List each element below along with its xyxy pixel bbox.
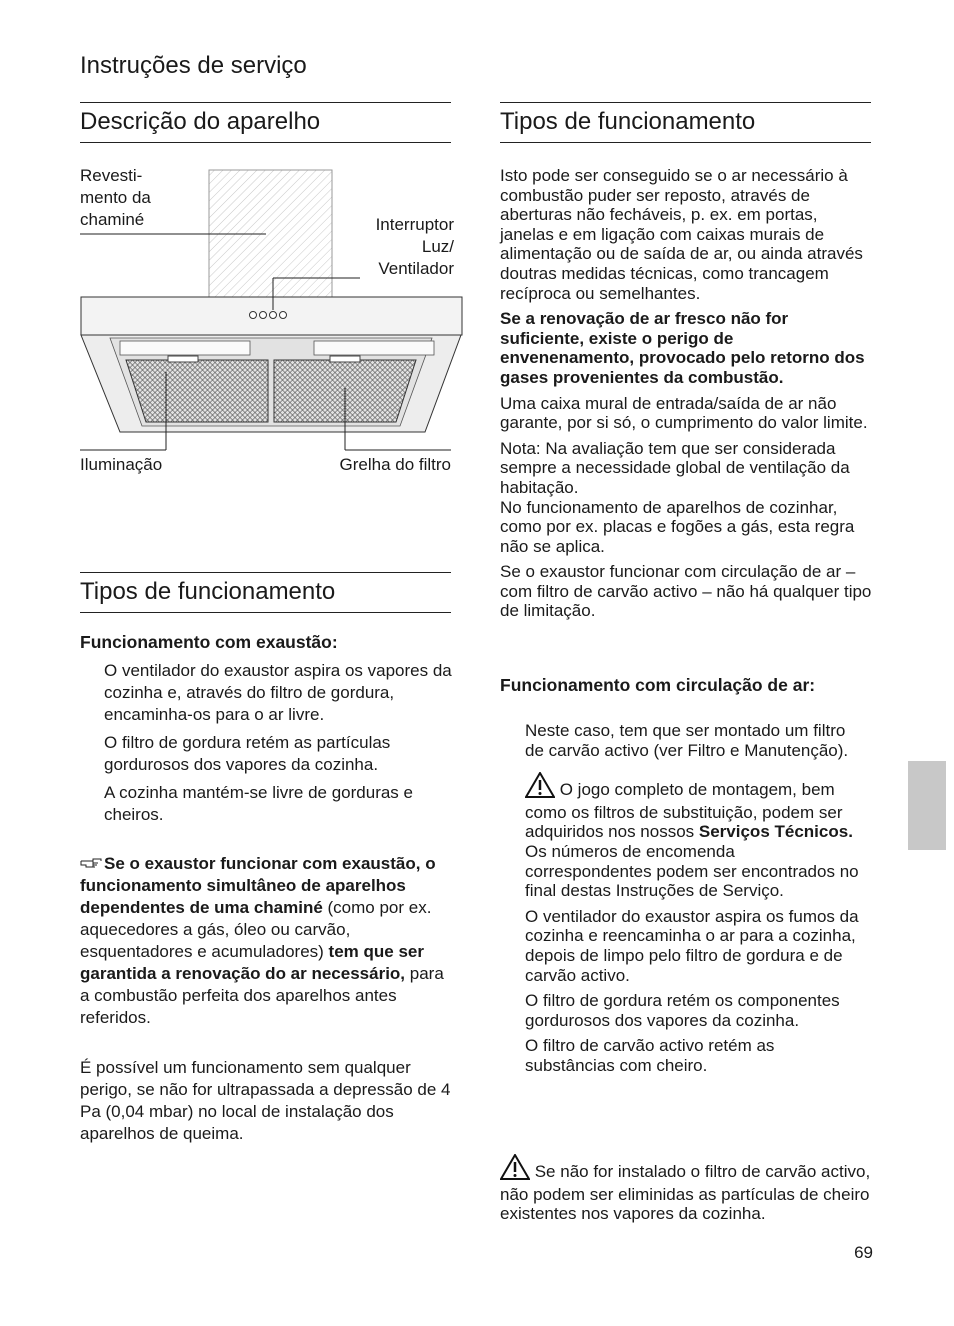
side-tab (908, 761, 946, 850)
page-number: 69 (854, 1243, 873, 1262)
chimney-note-text-2: para a combustão perfeita dos aparelhos antes referidos. (80, 964, 444, 1027)
note-paragraph-b: No funcionamento de aparelhos de cozinhar, como por ex. placas e fogões a gás, esta regra não se aplica. (500, 497, 855, 556)
circulation-paragraph-4: O filtro de carvão activo retém as substâncias com cheiro. (525, 1036, 775, 1075)
circulation-block (525, 721, 865, 1076)
section-title-types-right: Tipos de funcionamento (500, 102, 871, 143)
chimney-note-bold-1: Se o exaustor funcionar com exaustão, o funcionamento simultâneo de aparelhos dependentes de uma chaminé (80, 854, 436, 917)
circulation-paragraph-2: O ventilador do exaustor aspira os fumos da cozinha e reencaminha o ar para a cozinha, depois de limpo pelo filtro de gordura e de carvão activo. (525, 906, 859, 985)
final-warning-paragraph (500, 1154, 872, 1224)
exhaust-block (104, 660, 454, 826)
warning-triangle-icon (525, 772, 555, 803)
section-title-types-left: Tipos de funcionamento (80, 572, 451, 613)
warning-paragraph-bold: Se a renovação de ar fresco não for suficiente, existe o perigo de envenenamento, provocado pelo retorno dos gases provenientes da combustão. (500, 309, 865, 387)
chimney-note-bold-2: tem que ser garantida a renovação do ar necessário, (80, 942, 424, 983)
label-filter-grille: Grelha do filtro (339, 455, 451, 474)
exhaust-paragraph-1: O ventilador do exaustor aspira os vapores da cozinha e, através do filtro de gordura, encaminha-os para o ar livre. (104, 661, 452, 724)
right-paragraph-5: Se o exaustor funcionar com circulação de ar – com filtro de carvão activo – não há qualquer tipo de limitação. (500, 562, 872, 621)
circulation-kit-paragraph (525, 772, 865, 842)
exhaust-paragraph-3: A cozinha mantém-se livre de gorduras e cheiros. (104, 783, 413, 824)
exhaust-subtitle: Funcionamento com exaustão: (80, 632, 338, 652)
chimney-note (80, 853, 452, 1029)
label-chimney: Revesti- mento da chaminé (80, 166, 151, 229)
order-numbers-paragraph: Os números de encomenda correspondentes podem ser encontrados no final destas Instruções de Serviço. (525, 841, 859, 901)
chimney-note-text-1: (como por ex. aquecedores a gás, óleo ou carvão, esquentadores e acumuladores) (80, 898, 432, 961)
page-header: Instruções de serviço (80, 52, 307, 79)
technical-services-label: Serviços Técnicos. (698, 822, 853, 842)
depression-paragraph: É possível um funcionamento sem qualquer perigo, se não for ultrapassada a depressão de 4 Pa (0,04 mbar) no local de instalação dos aparelhos de queima. (80, 1058, 451, 1143)
label-lighting: Iluminação (80, 455, 163, 474)
warning-triangle-icon (500, 1154, 530, 1185)
circulation-paragraph-3: O filtro de gordura retém os componentes gordurosos dos vapores da cozinha. (525, 991, 840, 1030)
right-paragraph-3: Uma caixa mural de entrada/saída de ar não garante, por si só, o cumprimento do valor limite. (500, 393, 868, 433)
right-body (500, 166, 872, 621)
circulation-paragraph-1: Neste caso, tem que ser montado um filtro de carvão activo (ver Filtro e Manutenção). (525, 721, 849, 760)
note-paragraph-a: Nota: Na avaliação tem que ser considerada sempre a necessidade global de ventilação da habitação. (500, 438, 850, 497)
pointing-hand-icon (80, 853, 104, 875)
right-paragraph-1: Isto pode ser conseguido se o ar necessário à combustão puder ser reposto, através de aberturas não fecháveis, p. ex. em portas, janelas e em ligação com caixas murais de alimentação ou de saída de ar, ou ainda através doutras medidas técnicas, como trancagem recíproca ou semelhantes. (500, 166, 863, 303)
exhaust-paragraph-2: O filtro de gordura retém as partículas gordurosos dos vapores da cozinha. (104, 733, 391, 774)
label-switch: Interruptor Luz/ Ventilador (375, 215, 454, 278)
circulation-subtitle: Funcionamento com circulação de ar: (500, 675, 816, 695)
circulation-kit-text: O jogo completo de montagem, bem como os filtros de substituição, podem ser adquiridos nos nossos (525, 780, 843, 842)
section-title-description: Descrição do aparelho (80, 102, 451, 143)
final-warning-text: Se não for instalado o filtro de carvão activo, não podem ser eliminidas as partículas de cheiro existentes nos vapores da cozinha. (500, 1162, 871, 1224)
